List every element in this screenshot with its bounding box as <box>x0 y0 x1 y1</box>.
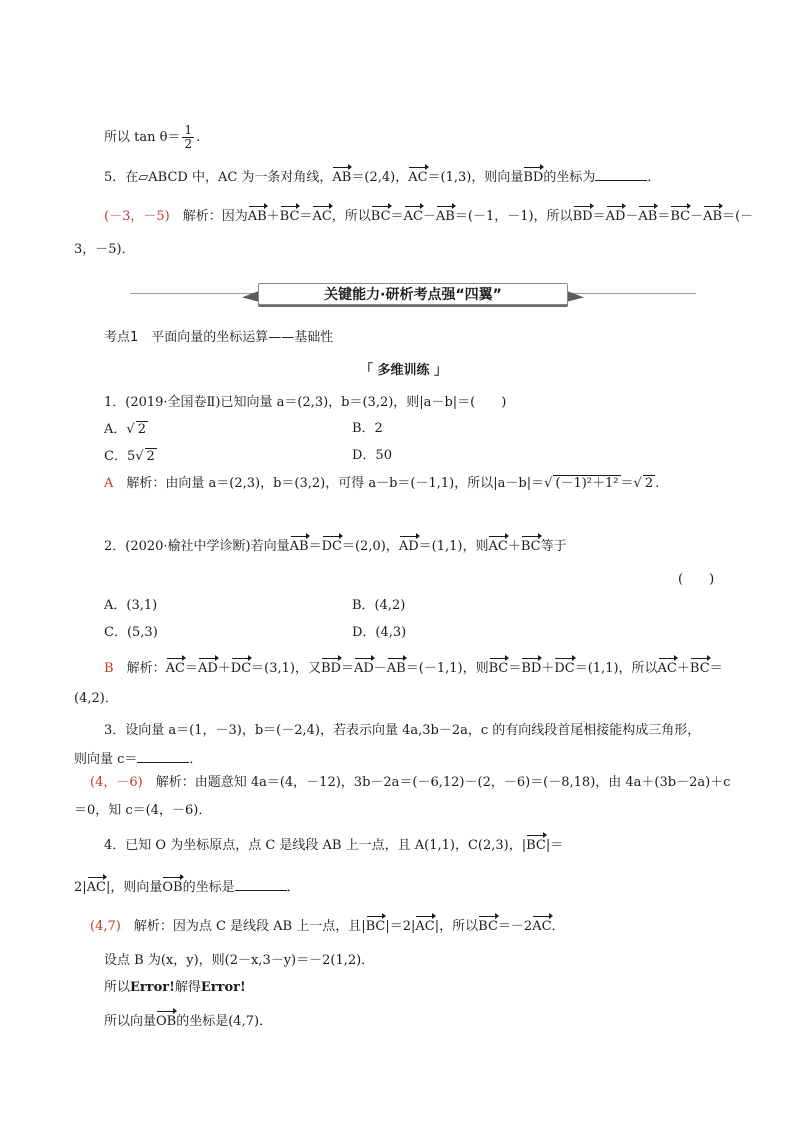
q5-text: 5．在▱ABCD 中，AC 为一条对角线， <box>104 170 333 185</box>
vector-BD: BD <box>572 209 593 224</box>
vector-AD: AD <box>398 539 419 554</box>
vector-AB: AB <box>435 209 455 224</box>
problem-2-option-b: B．(4,2) <box>352 598 406 613</box>
q5-text: ＝(1,3)，则向量 <box>427 170 524 185</box>
stem-text: |，则向量 <box>106 880 163 895</box>
radicand: 2 <box>137 422 146 437</box>
step-text: 的坐标是(4,7)． <box>176 1014 273 1029</box>
problem-4-stem-cont <box>74 878 300 896</box>
answer-value: (4，－6) <box>90 775 143 790</box>
step-text: 所以 <box>104 980 131 995</box>
a5-text: － <box>422 209 436 224</box>
vector-DC: DC <box>554 661 575 676</box>
vector-BD: BD <box>521 661 542 676</box>
vector-BD: BD <box>523 170 544 185</box>
vector-AC: AC <box>657 661 677 676</box>
fraction <box>182 124 194 151</box>
solution-text: ＝(1,1)，所以 <box>574 661 658 676</box>
a5-text: ＝(－ <box>722 209 754 224</box>
vector-BC: BC <box>488 661 509 676</box>
vector-AC: AC <box>532 919 552 934</box>
a5-text: ＝ <box>390 209 404 224</box>
answer-value: (－3，－5) <box>104 209 170 224</box>
answer-letter: A <box>104 476 114 491</box>
answer-blank <box>595 168 647 181</box>
vector-AC: AC <box>488 539 508 554</box>
vector-AD: AD <box>353 661 374 676</box>
problem-3-solution-cont: ＝0，知 c＝(4，－6)． <box>74 803 212 818</box>
period: . <box>196 130 201 145</box>
vector-AB: AB <box>638 209 658 224</box>
vector-AC: AC <box>86 880 106 895</box>
vector-BC: BC <box>279 209 300 224</box>
training-heading: 「 多维训练 」 <box>360 363 448 378</box>
solution-text: － <box>373 661 387 676</box>
answer-letter: B <box>104 661 114 676</box>
a5-text: ＝(－1，－1)，所以 <box>454 209 573 224</box>
a5-text: － <box>625 209 639 224</box>
solution-text: ＋ <box>676 661 690 676</box>
stem-text: ＝ <box>308 539 322 554</box>
vector-AC: AC <box>403 209 423 224</box>
a5-text: ＋ <box>266 209 280 224</box>
vector-BC: BC <box>478 919 498 934</box>
kaodian-heading: 考点1 平面向量的坐标运算——基础性 <box>104 330 334 345</box>
vector-BC: BC <box>365 919 386 934</box>
solution-text: 解析：因为点 C 是线段 AB 上一点，且| <box>120 919 366 934</box>
error-text: Error! <box>130 980 175 995</box>
solution-text: 解析：由向量 a＝(2,3)，b＝(3,2)，可得 a－b＝(－1,1)，所以|a－b|＝ <box>113 476 545 491</box>
fraction-numerator: 1 <box>184 123 193 137</box>
problem-3-stem-cont <box>74 750 202 768</box>
banner-tab <box>258 283 568 305</box>
vector-AC: AC <box>415 919 435 934</box>
vector-BC: BC <box>370 209 391 224</box>
answer-5 <box>104 209 753 225</box>
vector-BC: BC <box>520 539 541 554</box>
question-5 <box>104 168 660 186</box>
vector-BC: BC <box>526 838 546 853</box>
stem-text: 4．已知 O 为坐标原点，点 C 是线段 AB 上一点，且 A(1,1)，C(2,3)，| <box>104 838 527 853</box>
solution-text: ＝－2 <box>497 919 533 934</box>
answer-blank <box>235 878 287 891</box>
banner-rule-left <box>130 293 258 294</box>
problem-2-paren: ( ) <box>678 572 715 587</box>
vector-DC: DC <box>230 661 252 676</box>
stem-text: ＝(1,1)，则 <box>418 539 489 554</box>
tan-result-line <box>104 124 200 151</box>
vector-AD: AD <box>605 209 626 224</box>
solution-text: ＝ <box>709 661 723 676</box>
q5-text: ＝(2,4)， <box>351 170 409 185</box>
stem-text: 2| <box>74 880 87 895</box>
banner-rule-right <box>566 293 696 294</box>
section-banner <box>130 283 696 313</box>
vector-AB: AB <box>247 209 267 224</box>
a5-text: ＝ <box>299 209 313 224</box>
answer-blank <box>137 750 189 763</box>
a5-text: ＝ <box>592 209 606 224</box>
vector-DC: DC <box>321 539 342 554</box>
vector-OB: OB <box>156 1014 177 1029</box>
problem-2-option-a: A．(3,1) <box>104 598 158 613</box>
a5-text: － <box>690 209 704 224</box>
vector-AB: AB <box>386 661 406 676</box>
answer-5-cont: 3，－5)． <box>74 242 135 257</box>
problem-1-option-d: D．50 <box>352 448 392 463</box>
solution-text: |＝2| <box>385 919 416 934</box>
banner-title: 关键能力·研析考点强“四翼” <box>324 287 502 303</box>
problem-1-option-c: C．5√ 2 <box>104 449 155 464</box>
solution-text: |，所以 <box>434 919 479 934</box>
radicand: (－1)²＋1² <box>555 476 619 491</box>
solution-text: ＋ <box>217 661 231 676</box>
problem-2-stem <box>104 539 567 555</box>
vector-OB: OB <box>162 880 183 895</box>
step-text: 解得 <box>174 980 201 995</box>
a5-text: ，所以 <box>331 209 371 224</box>
solution-text: 解析： <box>113 661 166 676</box>
problem-4-step-1: 设点 B 为(x，y)，则(2－x,3－y)＝－2(1,2)． <box>104 953 375 968</box>
vector-AD: AD <box>197 661 218 676</box>
vector-AB: AB <box>289 539 309 554</box>
problem-2-solution-cont: (4,2)． <box>74 691 118 706</box>
stem-text: 2．(2020·榆社中学诊断)若向量 <box>104 539 290 554</box>
solution-text: ＝ <box>620 476 634 491</box>
solution-text: ＋ <box>541 661 555 676</box>
solution-text: ＝(3,1)，又 <box>251 661 321 676</box>
stem-text: 的坐标是 <box>182 880 235 895</box>
solution-text: ＝ <box>184 661 198 676</box>
stem-text: ． <box>286 880 300 895</box>
answer-value: (4,7) <box>90 919 121 934</box>
error-text: Error! <box>200 980 246 995</box>
option-label: C．5 <box>104 449 136 464</box>
stem-text: 等于 <box>540 539 567 554</box>
vector-AB: AB <box>332 170 352 185</box>
vector-BC: BC <box>670 209 691 224</box>
solution-text: ＝(－1,1)，则 <box>405 661 489 676</box>
vector-AB: AB <box>703 209 723 224</box>
option-label: A． <box>104 422 127 437</box>
stem-text: ＝(2,0)， <box>341 539 399 554</box>
problem-1-stem: 1．(2019·全国卷Ⅱ)已知向量 a＝(2,3)，b＝(3,2)，则|a－b|＝( ) <box>104 395 507 410</box>
a5-text: 解析：因为 <box>169 209 248 224</box>
radicand: 2 <box>644 476 654 491</box>
q5-text: 的坐标为 <box>543 170 596 185</box>
stem-text: |＝ <box>545 838 564 853</box>
a5-text: ＝ <box>657 209 671 224</box>
vector-AC: AC <box>165 661 185 676</box>
q5-text: ． <box>647 170 661 185</box>
fraction-denominator: 2 <box>184 137 193 151</box>
solution-text: . <box>655 476 660 491</box>
solution-text: ． <box>551 919 565 934</box>
problem-4-solution <box>90 919 565 935</box>
vector-AC: AC <box>408 170 428 185</box>
problem-4-step-2 <box>104 980 246 996</box>
vector-AC: AC <box>312 209 332 224</box>
problem-1-solution: A 解析：由向量 a＝(2,3)，b＝(3,2)，可得 a－b＝(－1,1)，所以|a－b|＝√ (－1)²＋1² ＝√ 2 . <box>104 476 660 491</box>
problem-2-option-d: D．(4,3) <box>352 625 407 640</box>
problem-2-option-c: C．(5,3) <box>104 625 158 640</box>
solution-text: 解析：由题意知 4a＝(4，－12)，3b－2a＝(－6,12)－(2，－6)＝(－8,18)，由 4a＋(3b－2a)＋c <box>142 775 731 790</box>
stem-text: 则向量 c＝ <box>74 752 138 767</box>
problem-2-solution <box>104 661 723 677</box>
vector-BC: BC <box>689 661 710 676</box>
stem-text: ＋ <box>507 539 521 554</box>
problem-3-stem: 3．设向量 a＝(1，－3)，b＝(－2,4)，若表示向量 4a,3b－2a，c 的有向线段首尾相接能构成三角形， <box>104 723 701 738</box>
vector-BD: BD <box>320 661 341 676</box>
stem-text: ． <box>189 752 203 767</box>
problem-4-stem <box>104 838 563 854</box>
solution-text: ＝ <box>508 661 522 676</box>
tan-text: 所以 tan θ＝ <box>104 130 181 145</box>
radicand: 2 <box>146 449 155 464</box>
problem-1-option-b: B．2 <box>352 421 383 436</box>
solution-text: ＝ <box>340 661 354 676</box>
problem-4-step-3 <box>104 1014 272 1030</box>
problem-3-solution <box>90 775 730 791</box>
step-text: 所以向量 <box>104 1014 157 1029</box>
problem-1-option-a: A．√ 2 <box>104 422 146 437</box>
